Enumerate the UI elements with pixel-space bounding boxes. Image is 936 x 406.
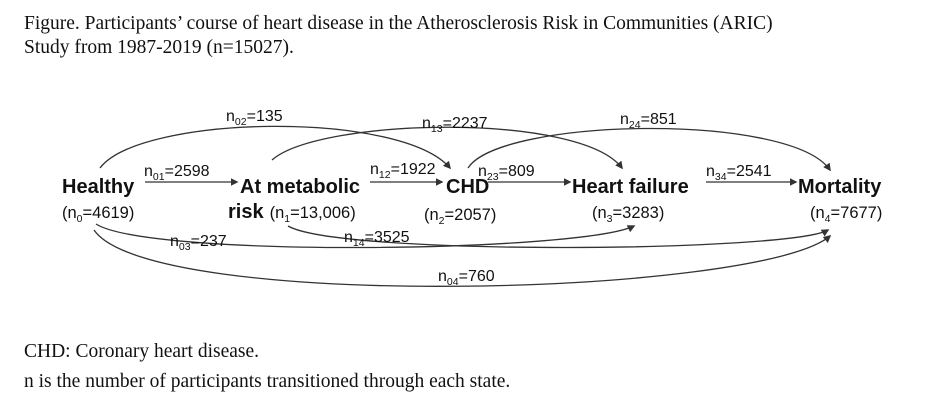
transition-label-34: $n_{34}=2541$ [706,163,772,183]
transition-label-13: $n_{13}=2237$ [422,115,488,135]
transition-label-23: $n_{23}=809$ [478,163,535,183]
state-chd-label: CHD [446,176,490,198]
state-mortality-count: $(n_4=7677)$ [810,204,883,225]
transition-label-24: $n_{24}=851$ [620,111,677,131]
note-n-definition: n is the number of participants transitioned through each state. [24,371,511,392]
transition-label-01: $n_{01}=2598$ [144,163,210,183]
transition-label-04: $n_{04}=760$ [438,268,495,288]
note-chd-abbreviation: CHD: Coronary heart disease. [24,341,260,362]
state-heart-failure-label: Heart failure [572,176,689,198]
transition-label-14: $n_{14}=3525$ [344,229,410,249]
state-mortality-label: Mortality [798,176,882,198]
state-metabolic-label-2: risk ($n_1^{=13,006)}$ [228,201,356,225]
caption-line-1: Figure. Participants’ course of heart disease in the Atherosclerosis Risk in Communities (ARIC) [24,13,773,34]
state-metabolic-label: At metabolic [240,176,361,198]
state-healthy-label: Healthy [62,176,135,198]
transition-label-02: $n_{02}=135$ [226,108,283,128]
transition-label-03: $n_{03}=237$ [170,233,227,253]
state-healthy-count: $(n_0=4619)$ [62,204,135,225]
state-chd-count: $(n_2=2057)$ [424,206,497,227]
transition-label-12: $n_{12}=1922$ [370,161,436,181]
state-heart-failure-count: $(n_3=3283)$ [592,204,665,225]
caption-line-2: Study from 1987-2019 (n=15027). [24,37,294,58]
